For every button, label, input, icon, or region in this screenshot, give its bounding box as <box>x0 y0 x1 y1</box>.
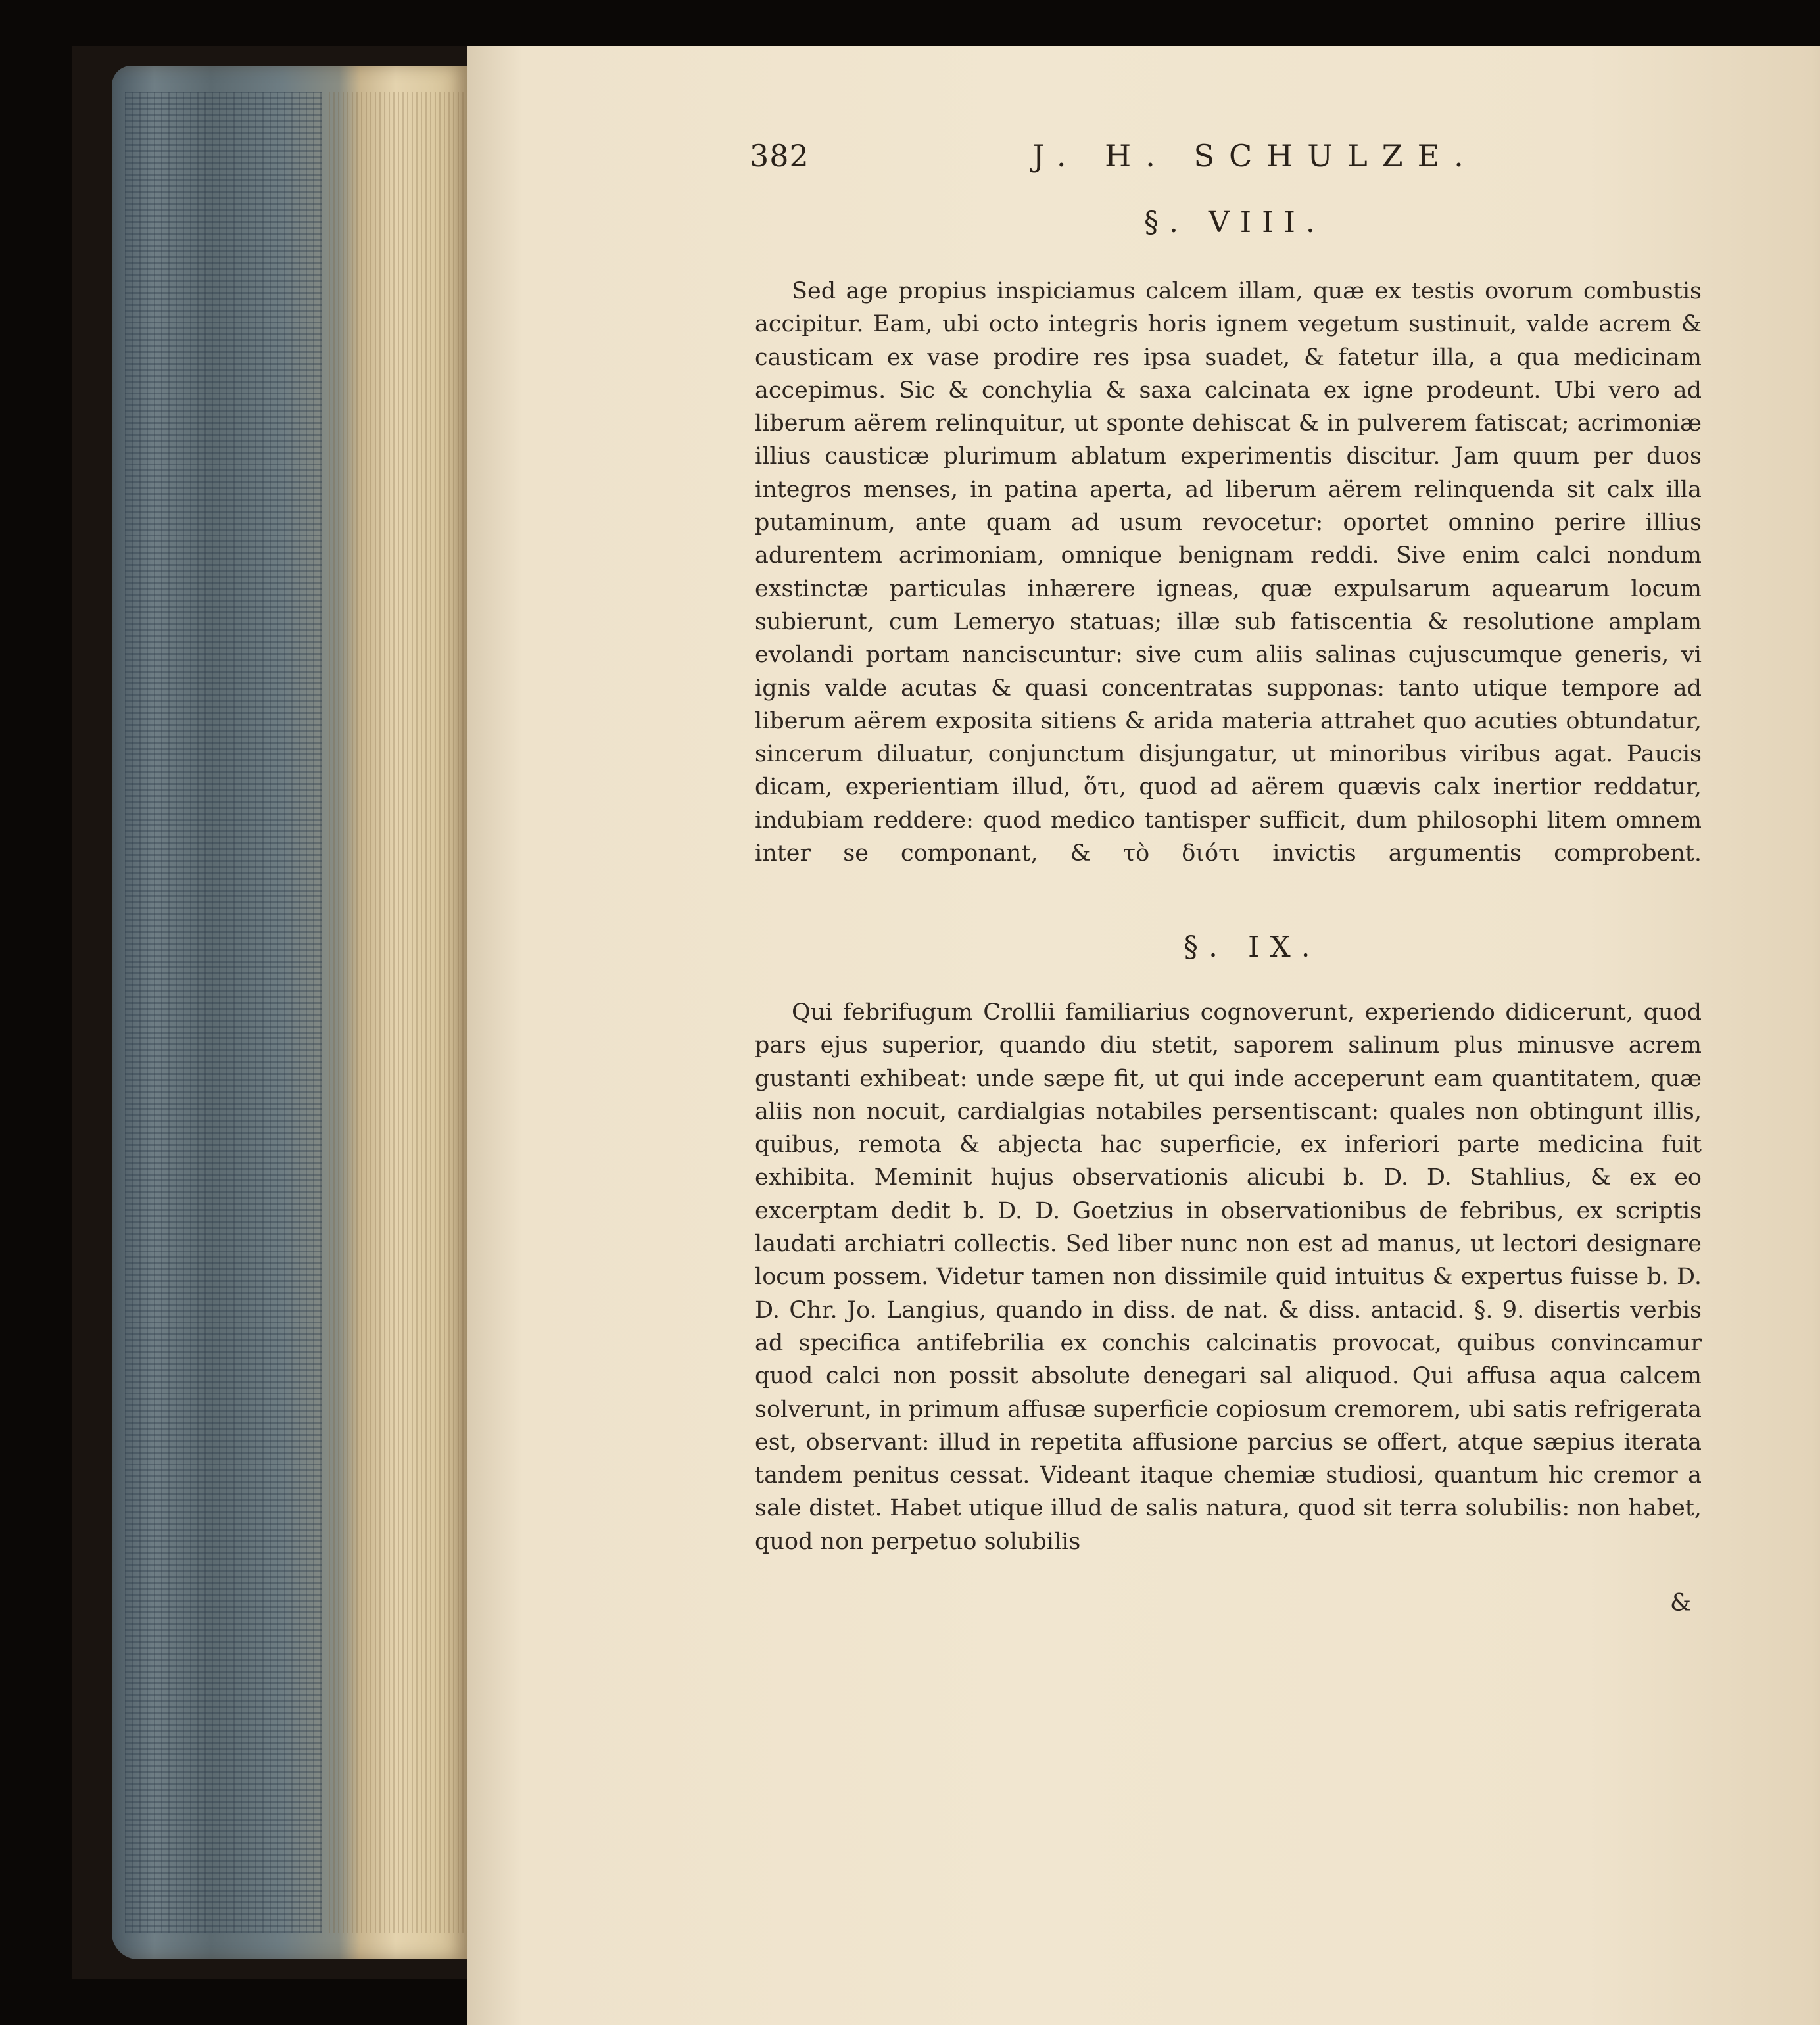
paragraph-section-viii: Sed age propius inspiciamus calcem illam, quæ ex testis ovorum combustis accipitur. Eam, ubi octo integris horis ignem vegetum sustinuit, valde acrem & causticam ex vase prodire res ipsa suadet, & fatetur illa, a qua medicinam accepimus. Sic & conchylia & saxa calcinata ex igne prodeunt. Ubi vero ad liberum aërem relinquitur, ut sponte dehiscat & in pulverem fatiscat; acrimoniæ illius causticæ plurimum ablatum experimentis discitur. Jam quum per duos integros menses, in patina aperta, ad liberum aërem relinquenda sit calx illa putaminum, ante quam ad usum revocetur: oportet omnino perire illius adurentem acrimoniam, omnique benignam reddi. Sive enim calci nondum exstinctæ particulas inhærere igneas, quæ expulsarum aquearum locum subierunt, cum Lemeryo statuas; illæ sub fatiscentia & resolutione amplam evolandi portam nanciscuntur: sive cum aliis salinas cujuscumque generis, vi ignis valde acutas & quasi concentratas supponas: tanto utique tempore ad liberum aërem exposita sitiens & arida materia attrahet quo acuties obtundatur, sincerum diluatur, conjunctum disjungatur, ut minoribus viribus agat. Paucis dicam, experientiam illud, ὅτι, quod ad aërem quævis calx inertior reddatur, indubiam reddere: quod medico tantisper sufficit, dum philosophi litem omnem inter se componant, & τὸ διότι invictis argumentis comprobent. <box>755 278 1702 867</box>
book-page-edges <box>112 66 467 1959</box>
running-head: J. H. SCHULZE. <box>1032 138 1478 174</box>
page-header <box>750 138 1571 184</box>
speckled-edge <box>125 92 322 1933</box>
page-block-lines <box>329 92 467 1933</box>
catchword: & <box>1670 1590 1692 1617</box>
section-title-viii: §. VIII. <box>1144 206 1326 239</box>
section-title-ix: §. IX. <box>1184 930 1321 964</box>
paragraph-section-ix: Qui febrifugum Crollii familiarius cognoverunt, experiendo didicerunt, quod pars ejus superior, quando diu stetit, saporem salinum plus minusve acrem gustanti exhibeat: unde sæpe fit, ut qui inde acceperunt eam quantitatem, quæ aliis non nocuit, cardialgias notabiles persentiscant: quales non obtingunt illis, quibus, remota & abjecta hac superficie, ex inferiori parte medicina fuit exhibita. Meminit hujus observationis alicubi b. D. D. Stahlius, & ex eo excerptam dedit b. D. D. Goetzius in observationibus de febribus, ex scriptis laudati archiatri collectis. Sed liber nunc non est ad manus, ut lectori designare locum possem. Videtur tamen non dissimile quid intuitus & expertus fuisse b. D. D. Chr. Jo. Langius, quando in diss. de nat. & diss. antacid. §. 9. disertis verbis ad specifica antifebrilia ex conchis calcinatis provocat, quibus convincamur quod calci non possit absolute denegari sal aliquod. Qui affusa aqua calcem solverunt, in primum affusæ superficie copiosum cremorem, ubi satis refrigerata est, observant: illud in repetita affusione parcius se offert, atque sæpius iterata tandem penitus cessat. Videant itaque chemiæ studiosi, quantum hic cremor a sale distet. Habet utique illud de salis natura, quod sit terra solubilis: non habet, quod non perpetuo solubilis <box>755 999 1702 1555</box>
page-number: 382 <box>750 138 809 174</box>
